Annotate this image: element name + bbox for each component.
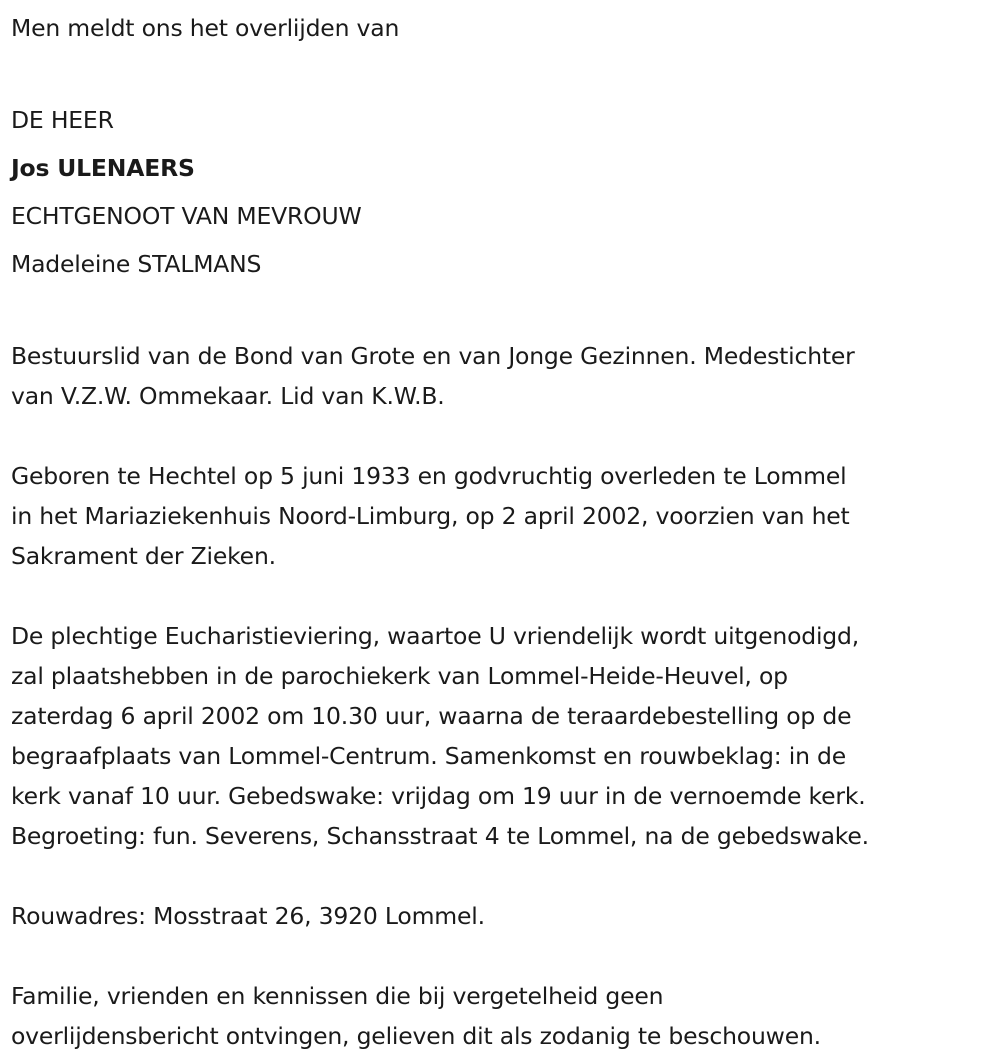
spacer [11, 288, 996, 336]
spacer [11, 856, 996, 896]
membership-line: Bestuurslid van de Bond van Grote en van Jonge Gezinnen. Medestichter [11, 342, 855, 370]
spacer [11, 936, 996, 976]
service-line: zaterdag 6 april 2002 om 10.30 uur, waarna de teraardebestelling op de [11, 702, 852, 730]
intro-text: Men meldt ons het overlijden van [11, 14, 400, 42]
birth-death-line: Sakrament der Zieken. [11, 542, 276, 570]
relation-text: ECHTGENOOT VAN MEVROUW [11, 202, 362, 230]
spacer [11, 48, 996, 96]
closing-line: overlijdensbericht ontvingen, gelieven dit als zodanig te beschouwen. [11, 1022, 821, 1050]
service-paragraph [11, 616, 996, 856]
intro-paragraph [11, 8, 996, 48]
membership-paragraph [11, 336, 996, 416]
service-line: zal plaatshebben in de parochiekerk van Lommel-Heide-Heuvel, op [11, 662, 788, 690]
birth-death-paragraph [11, 456, 996, 576]
birth-death-line: Geboren te Hechtel op 5 juni 1933 en godvruchtig overleden te Lommel [11, 462, 847, 490]
death-notice [11, 8, 996, 1056]
birth-death-line: in het Mariaziekenhuis Noord-Limburg, op 2 april 2002, voorzien van het [11, 502, 850, 530]
spouse-name: Madeleine STALMANS [11, 250, 262, 278]
service-line: De plechtige Eucharistieviering, waartoe U vriendelijk wordt uitgenodigd, [11, 622, 860, 650]
service-line: Begroeting: fun. Severens, Schansstraat 4 te Lommel, na de gebedswake. [11, 822, 869, 850]
spacer [11, 576, 996, 616]
closing-paragraph [11, 976, 996, 1056]
service-line: kerk vanaf 10 uur. Gebedswake: vrijdag om 19 uur in de vernoemde kerk. [11, 782, 866, 810]
deceased-name: Jos ULENAERS [11, 154, 195, 182]
title-prefix: DE HEER [11, 106, 114, 134]
address-paragraph [11, 896, 996, 936]
mourning-address: Rouwadres: Mosstraat 26, 3920 Lommel. [11, 902, 485, 930]
membership-line: van V.Z.W. Ommekaar. Lid van K.W.B. [11, 382, 445, 410]
closing-line: Familie, vrienden en kennissen die bij vergetelheid geen [11, 982, 664, 1010]
service-line: begraafplaats van Lommel-Centrum. Samenkomst en rouwbeklag: in de [11, 742, 847, 770]
spacer [11, 416, 996, 456]
name-heading [11, 96, 996, 288]
